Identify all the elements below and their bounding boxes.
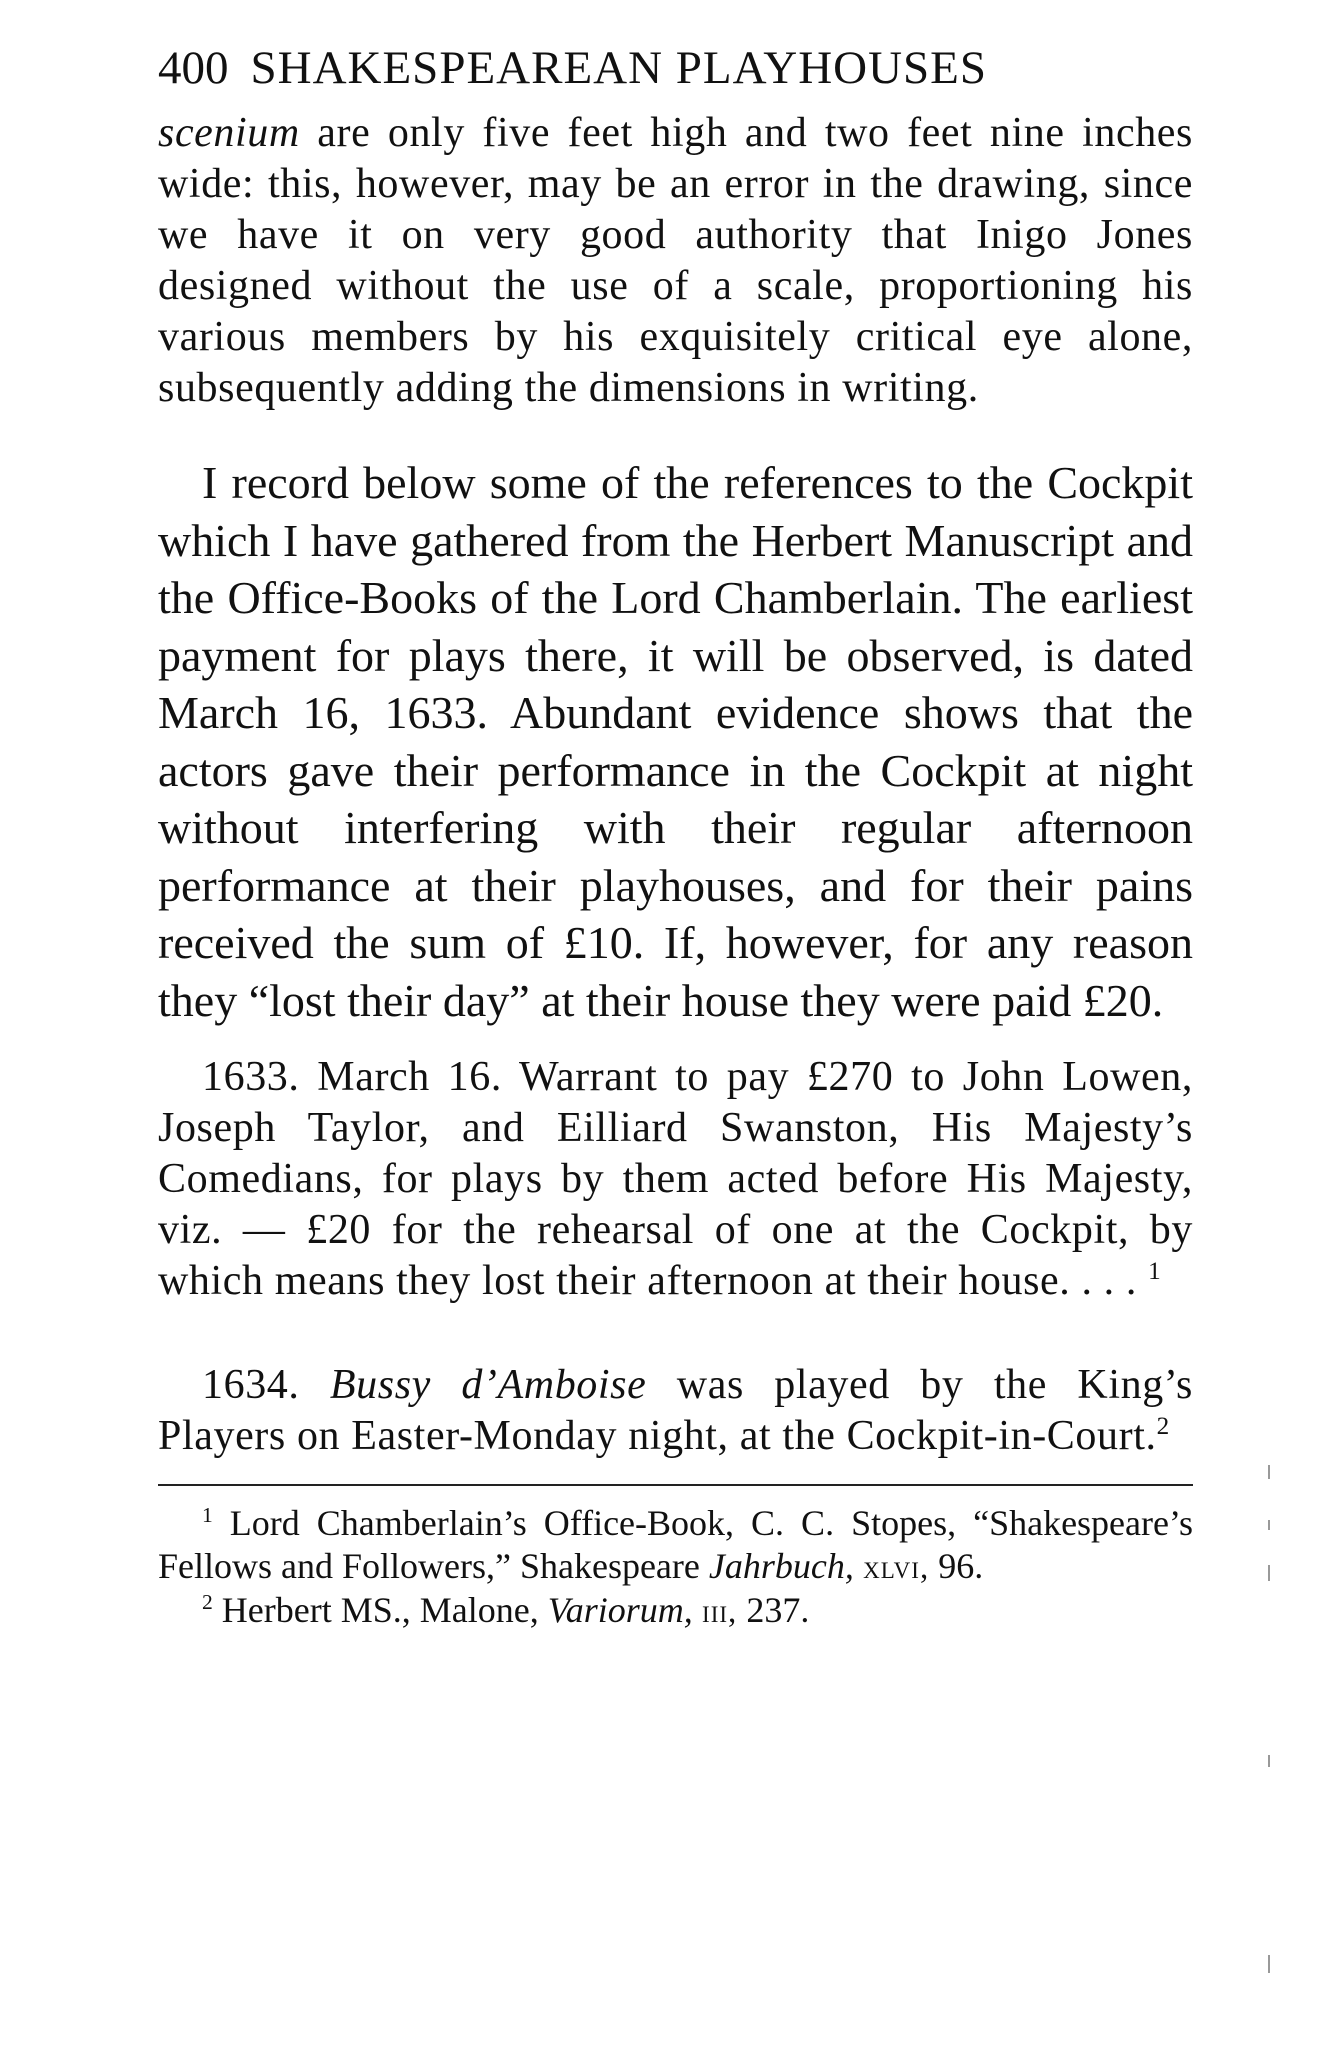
footnote-ref-2: 2 xyxy=(1156,1413,1170,1440)
footnote-italic: Variorum, xyxy=(547,1590,693,1630)
paragraph-cockpit-references: I record below some of the references to the Cockpit which I have gathered from the Herbert Manuscript and the Office-Books of the Lord Chamberlain. The earliest payment for plays there, it will be observed, is dated March 16, 1633. Abundant evidence shows that the actors gave their performance in the Cockpit at night without interfering with their regular afternoon performance at their playhouses, and for their pains received the sum of £10. If, however, for any reason they “lost their day” at their house they were paid £20. xyxy=(158,457,1193,1026)
paragraph-scenium xyxy=(158,108,1193,414)
scan-mark xyxy=(1268,1955,1270,1973)
footnote-italic: Jahrbuch, xyxy=(708,1546,854,1586)
scan-mark xyxy=(1268,1465,1270,1479)
footnote-ref-1: 1 xyxy=(1148,1258,1162,1285)
footnote-text: Lord Chamberlain’s Office-Book, C. C. Stopes, “Shakespeare’s Fellows and Followers,” Shakespeare xyxy=(158,1503,1193,1586)
footnote-text: Herbert MS., Malone, xyxy=(212,1590,548,1630)
footnote-divider xyxy=(158,1484,1193,1486)
entry-text: 1633. March 16. Warrant to pay £270 to John Lowen, Joseph Taylor, and Eilliard Swanston, His Majesty’s Comedians, for plays by them acted before His Majesty, viz. — £20 for the rehearsal of one at the Cockpit, by which means they lost their afternoon at their house. . . . xyxy=(158,1054,1193,1304)
page-number: 400 xyxy=(158,42,229,94)
running-title: SHAKESPEAREAN PLAYHOUSES xyxy=(250,42,988,94)
footnote-page: 96. xyxy=(929,1546,984,1586)
entry-text: was played by the King’s Players on Easter-Monday night, at the Cockpit-in-Court. xyxy=(158,1362,1194,1459)
scan-mark xyxy=(1268,1565,1270,1581)
footnote-marker: 2 xyxy=(202,1590,213,1614)
entry-year: 1634. xyxy=(202,1362,330,1408)
footnote-2 xyxy=(158,1589,1193,1633)
scan-mark xyxy=(1268,1755,1270,1767)
running-header xyxy=(158,38,1193,98)
scan-mark xyxy=(1268,1520,1270,1530)
footnote-marker: 1 xyxy=(202,1503,213,1527)
entry-1634 xyxy=(158,1360,1193,1462)
footnote-page: 237. xyxy=(737,1590,810,1630)
footnote-volume: iii, xyxy=(692,1593,738,1630)
entry-1633 xyxy=(158,1052,1193,1307)
footnote-volume: xlvi, xyxy=(853,1549,930,1586)
italic-word: scenium xyxy=(158,110,300,156)
footnotes xyxy=(158,1502,1193,1633)
play-title: Bussy d’Amboise xyxy=(329,1362,647,1408)
paragraph-text: are only five feet high and two feet nine inches wide: this, however, may be an error in the drawing, since we have it on very good authority that Inigo Jones designed without the use of a scale, proportioning his various members by his exquisitely critical eye alone, subsequently adding the dimensions in writing. xyxy=(158,110,1193,411)
book-page xyxy=(158,38,1193,1633)
footnote-1 xyxy=(158,1502,1193,1589)
